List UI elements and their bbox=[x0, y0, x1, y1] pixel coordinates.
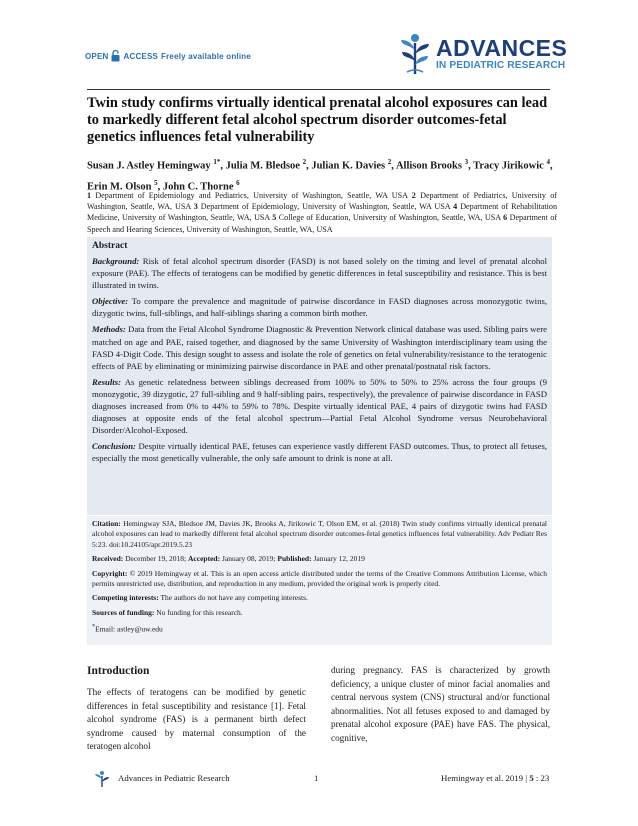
abstract-section-text: Despite virtually identical PAE, fetuses can experience vastly different FASD outcomes. Thus, to protect all fetuses, especially the most genetically vulnerable, the only safe amount to drink is none at all. bbox=[92, 441, 547, 464]
published-label: Published: bbox=[277, 554, 312, 564]
affiliation-text: Department of Rehabilitation Medicine, University of Washington, Seattle, WA, USA bbox=[87, 202, 558, 223]
author-separator: , bbox=[391, 160, 396, 172]
author-affiliation-mark: 1* bbox=[213, 158, 221, 166]
author-separator: , bbox=[468, 160, 474, 172]
competing-interests bbox=[92, 593, 547, 603]
author-separator: , bbox=[306, 160, 312, 172]
journal-emblem-icon bbox=[398, 30, 432, 78]
article-meta-box bbox=[87, 515, 552, 645]
citation bbox=[92, 519, 547, 550]
affiliation-number: 1 bbox=[87, 191, 92, 200]
author-affiliation-mark: 3 bbox=[464, 158, 469, 166]
open-access-logo bbox=[85, 50, 251, 62]
abstract-section-text: To compare the prevalence and magnitude of pairwise discordance in FASD diagnoses across monozygotic twins, dizygotic twins, full-siblings, and half-siblings sharing a common birth mother. bbox=[92, 296, 547, 319]
author-separator: , bbox=[157, 181, 163, 192]
accepted-label: Accepted: bbox=[188, 554, 221, 564]
abstract-heading: Abstract bbox=[92, 241, 128, 251]
footer-citation-prefix: Hemingway et al. 2019 | bbox=[441, 773, 530, 783]
abstract-section bbox=[92, 255, 547, 291]
author-affiliation-mark: 2 bbox=[387, 158, 392, 166]
affiliation-number: 4 bbox=[453, 202, 458, 212]
article-title: Twin study confirms virtually identical prenatal alcohol exposures can lead to markedly different fetal alcohol spectrum disorder outcomes-fetal genetics influences fetal vulnerability bbox=[87, 95, 548, 145]
oa-access-text: ACCESS bbox=[123, 51, 159, 61]
abstract-section bbox=[92, 295, 547, 319]
competing-label: Competing interests: bbox=[92, 593, 159, 603]
copyright-label: Copyright: bbox=[92, 568, 128, 578]
affiliation-text: College of Education, University of Washington, Seattle, WA, USA bbox=[276, 213, 504, 223]
affiliation-number: 3 bbox=[193, 202, 198, 212]
competing-text: The authors do not have any competing interests. bbox=[158, 593, 308, 603]
brand-title: ADVANCES bbox=[436, 35, 568, 61]
body-text-right: during pregnancy. FAS is characterized by growth deficiency, a unique cluster of minor facial anomalies and central nervous system (CNS) structural and/or functional abnormalities. Not all fetuses exposed to and damaged by prenatal alcohol exposure (PAE) have FAS. The physical, cognitive, bbox=[331, 665, 550, 743]
author-name: Julia M. Bledsoe bbox=[225, 160, 300, 172]
dates bbox=[92, 554, 547, 564]
author-name: Erin M. Olson bbox=[87, 181, 152, 192]
citation-label: Citation: bbox=[92, 519, 121, 528]
abstract-section bbox=[92, 440, 547, 464]
abstract-section-label: Conclusion: bbox=[92, 441, 136, 452]
page-footer bbox=[0, 770, 638, 790]
copyright bbox=[92, 569, 547, 590]
abstract-section bbox=[92, 323, 547, 371]
footer-page-number: 1 bbox=[314, 773, 319, 783]
received-date: December 19, 2018; bbox=[123, 554, 189, 564]
author-name: Tracy Jirikowic bbox=[473, 160, 544, 172]
published-date: January 12, 2019 bbox=[311, 554, 365, 564]
oa-open-text: OPEN bbox=[85, 51, 109, 61]
affiliations bbox=[87, 190, 557, 235]
abstract-section-label: Background: bbox=[92, 256, 140, 266]
abstract-section-text: Data from the Fetal Alcohol Syndrome Diagnostic & Prevention Network clinical database was used. Sibling pairs were matched on age and PAE, raised together, and diagnosed by the same University of Washington interdisciplinary team using the FASD 4-Digit Code. This design sought to assess and isolate the role of genetics on fetal vulnerability/resistance to the teratogenic effects of PAE by eliminating or minimizing pairwise discordance in PAE and other prenatal/postnatal risk factors. bbox=[92, 324, 547, 371]
funding-label: Sources of funding: bbox=[92, 607, 155, 617]
author-list bbox=[87, 154, 557, 195]
abstract-section bbox=[92, 376, 547, 436]
body-text-left: The effects of teratogens can be modified by genetic differences in fetal susceptibility and resistance [1]. Fetal alcohol syndrome (FAS) is a permanent birth defect syndrome caused by maternal consumption of the teratogen alcohol bbox=[87, 687, 306, 752]
abstract-box bbox=[87, 237, 552, 515]
author-separator: , bbox=[220, 160, 226, 172]
affiliation-number: 2 bbox=[411, 191, 416, 200]
affiliation-number: 6 bbox=[503, 213, 508, 223]
journal-footer-icon bbox=[94, 770, 110, 788]
author-separator: , bbox=[549, 160, 553, 172]
abstract-sections bbox=[92, 255, 547, 465]
corresponding-email bbox=[92, 622, 547, 635]
copyright-text: © 2019 Hemingway et al. This is an open access article distributed under the terms of the Creative Commons Attribution License, which permits unrestricted use, distribution, and reproduction in any medium, provided the original work is properly cited. bbox=[92, 568, 547, 589]
email-text: Email: astley@uw.edu bbox=[95, 624, 163, 634]
abstract-section-text: As genetic relatedness between siblings decreased from 100% to 50% to 50% to 25% across the four groups (9 monozygotic, 39 dizygotic, 27 full-sibling and 9 half-sibling pairs, respectively), the prevalence of pairwise discordance in FASD diagnoses increased from 0% to 44% to 59% to 78%. Despite virtually identical PAE, 4 pairs of dizygotic twins had FASD diagnoses at opposite ends of the fetal alcohol spectrum—Partial Fetal Alcohol Syndrome versus Neurobehavioral Disorder/Alcohol-Exposed. bbox=[92, 376, 547, 436]
funding bbox=[92, 608, 547, 618]
received-label: Received: bbox=[92, 554, 124, 564]
footer-citation-suffix: : 23 bbox=[533, 773, 550, 783]
affiliation-text: Department of Epidemiology, University of Washington, Seattle, WA USA bbox=[197, 202, 454, 212]
open-lock-icon bbox=[111, 50, 120, 62]
abstract-section-label: Methods: bbox=[92, 324, 126, 335]
footer-citation bbox=[441, 773, 549, 783]
footer-journal: Advances in Pediatric Research bbox=[118, 773, 230, 783]
header-rule bbox=[87, 89, 550, 90]
affiliation-text: Department of Speech and Hearing Sciences, University of Washington, Seattle, WA, USA bbox=[87, 213, 558, 234]
author-name: Susan J. Astley Hemingway bbox=[87, 160, 211, 172]
author-affiliation-mark: 2 bbox=[302, 158, 307, 166]
introduction-heading: Introduction bbox=[87, 665, 150, 677]
accepted-date: January 08, 2019; bbox=[220, 554, 278, 564]
affiliation-text: Department of Pediatrics, University of Washington, Seattle, WA, USA bbox=[87, 191, 557, 212]
abstract-section-label: Objective: bbox=[92, 296, 129, 307]
author-affiliation-mark: 6 bbox=[236, 178, 240, 187]
journal-brand-logo bbox=[398, 30, 567, 78]
affiliation-number: 5 bbox=[272, 213, 277, 223]
footer-volume: 5 bbox=[529, 773, 534, 783]
brand-subtitle: IN PEDIATRIC RESEARCH bbox=[436, 60, 566, 71]
funding-text: No funding for this research. bbox=[154, 607, 243, 617]
affiliation-text: Department of Epidemiology and Pediatrics, University of Washington, Seattle, WA USA bbox=[91, 191, 412, 200]
abstract-section-text: Risk of fetal alcohol spectrum disorder (FASD) is not based solely on the timing and level of prenatal alcohol exposure (PAE). The effects of teratogens can be modified by genetic differences in fetal susceptibility and resistance. This is best illustrated in twins. bbox=[92, 256, 547, 291]
abstract-section-label: Results: bbox=[92, 376, 121, 387]
email-mark: * bbox=[92, 623, 96, 631]
author-affiliation-mark: 4 bbox=[546, 158, 550, 166]
citation-text: Hemingway SJA, Bledsoe JM, Davies JK, Brooks A, Jirikowic T, Olson EM, et al. (2018) Twin study confirms virtually identical prenatal alcohol exposures can lead to markedly different fetal alcohol spectrum disorder outcomes-fetal genetics influences fetal vulnerability. Adv Pediatr Res 5:23. doi:10.24105/apr.2019.5.23 bbox=[92, 519, 547, 549]
author-affiliation-mark: 5 bbox=[154, 178, 158, 187]
author-name: Allison Brooks bbox=[395, 160, 462, 172]
author-name: Julian K. Davies bbox=[311, 160, 386, 172]
author-name: John C. Thorne bbox=[162, 181, 234, 192]
page-header bbox=[0, 0, 638, 100]
oa-free-text: Freely available online bbox=[161, 51, 252, 61]
